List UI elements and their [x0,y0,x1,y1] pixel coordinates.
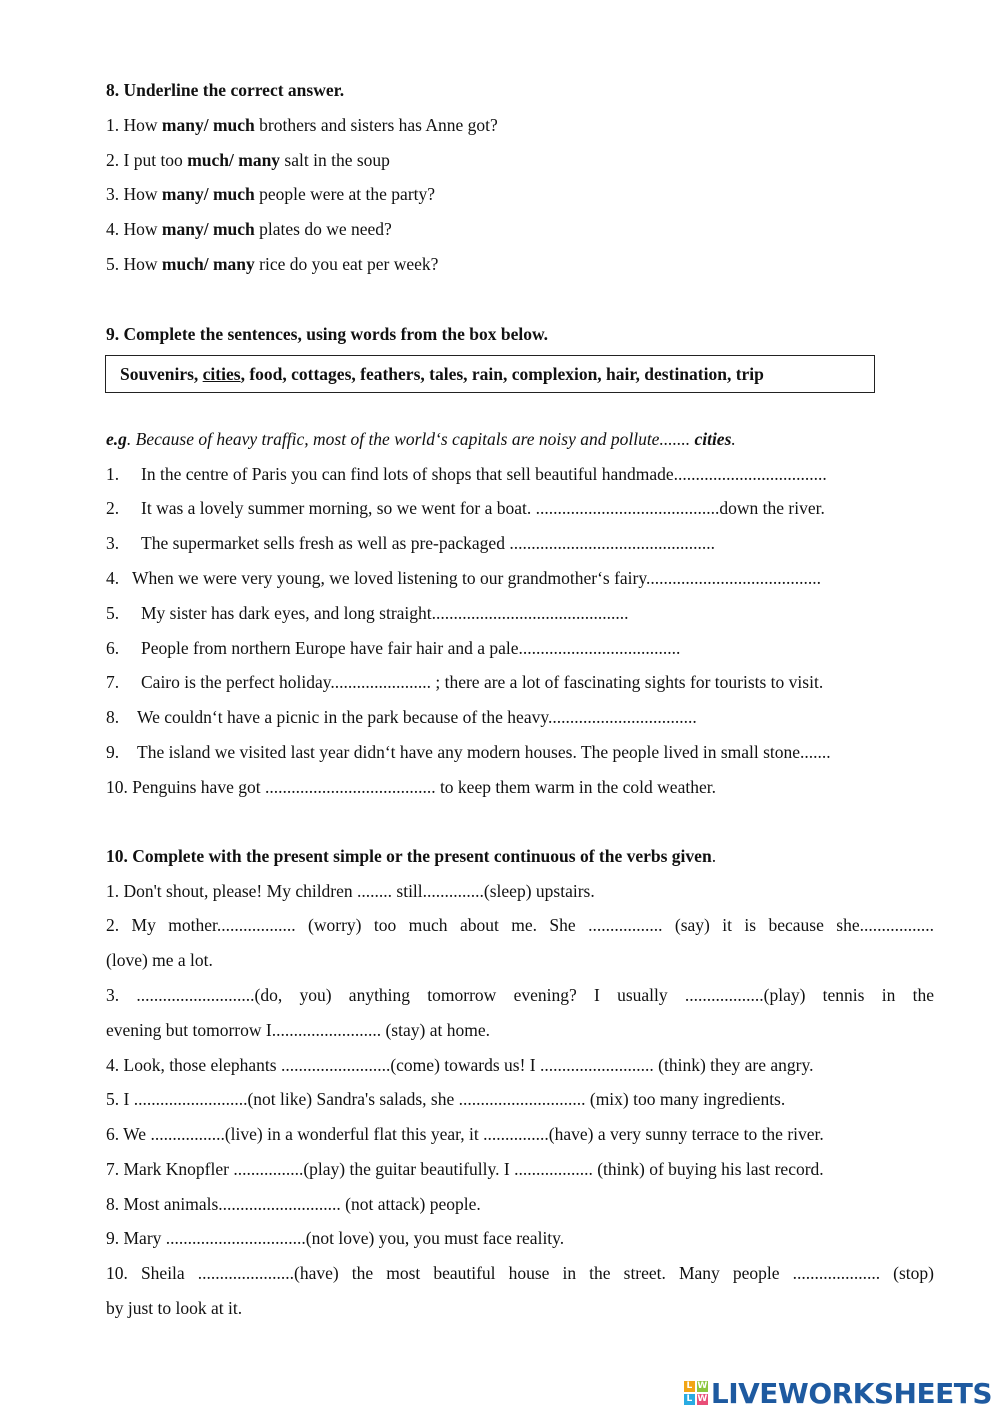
item-text: brothers and sisters has Anne got? [254,115,498,135]
list-item [106,567,821,589]
fill-in-sentence[interactable]: The supermarket sells fresh as well as pre-packaged ............................................... [141,533,715,553]
fill-in-sentence[interactable]: Penguins have got ....................................... to keep them warm in the cold weather. [132,777,716,797]
exercise-line[interactable]: 6. We .................(live) in a wonderful flat this year, it ...............(have) a very sunny terrace to the river. [106,1124,824,1144]
list-item [106,149,390,171]
fill-in-sentence[interactable]: When we were very young, we loved listening to our grandmother‘s fairy........................................ [132,568,821,588]
answer-options[interactable]: many/ much [161,219,255,239]
logo-text: LIVEWORKSHEETS [710,1376,992,1410]
item-text: 5. How [106,254,162,274]
exercise-line[interactable]: 7. Mark Knopfler ................(play) the guitar beautifully. I .................. (think) of buying his last record. [106,1159,824,1179]
item-text: salt in the soup [280,150,390,170]
word-box [105,355,875,393]
item-number: 10. [106,777,128,797]
fill-in-sentence[interactable]: It was a lovely summer morning, so we went for a boat. ..........................................down the river. [141,498,825,518]
exercise-line[interactable]: 4. Look, those elephants .........................(come) towards us! I .......................... (think) they are angry. [106,1055,814,1075]
exercise-line[interactable]: (love) me a lot. [106,950,213,970]
fill-in-sentence[interactable]: People from northern Europe have fair hair and a pale..................................... [141,638,681,658]
section-10-heading-text: 10. Complete with the present simple or the present continuous of the verbs given [106,846,712,866]
list-item [106,776,716,798]
list-item [106,183,435,205]
item-text: 2. I put too [106,150,188,170]
list-item [106,602,629,624]
logo-tile: W [697,1394,708,1404]
logo-tile: L [684,1394,695,1405]
list-item [106,253,438,275]
answer-options[interactable]: many/ much [161,115,255,135]
exercise-line[interactable]: 5. I ..........................(not like) Sandra's salads, she ............................. (mix) too many ingredients. [106,1089,786,1109]
item-number: 7. [106,672,120,692]
item-text: 4. How [106,219,162,239]
logo-tile: W [697,1381,708,1391]
liveworksheets-logo [684,1376,992,1410]
example-label: e.g [106,429,127,449]
item-number: 1. [106,464,120,484]
list-item [106,706,697,728]
exercise-line[interactable]: 2. My mother.................. (worry) too much about me. She ................. (say) it is because she................. [106,915,934,935]
item-number: 2. [106,498,120,518]
item-number: 9. [106,742,120,762]
item-text: people were at the party? [254,184,436,204]
example-line [106,428,736,450]
word-box-text: Souvenirs, [120,364,203,384]
item-number: 4. [106,568,120,588]
exercise-line[interactable]: 8. Most animals............................ (not attack) people. [106,1194,481,1214]
fill-in-sentence[interactable]: Cairo is the perfect holiday....................... ; there are a lot of fascinating sights for tourists to visit. [141,672,824,692]
list-item [106,497,825,519]
fill-in-sentence[interactable]: In the centre of Paris you can find lots of shops that sell beautiful handmade................................... [141,464,827,484]
example-answer: cities [694,429,732,449]
list-item [106,637,680,659]
item-number: 5. [106,603,120,623]
section-10-heading-end: . [711,846,717,866]
section-10-heading [106,845,716,867]
item-number: 3. [106,533,120,553]
exercise-line[interactable]: 3. ...........................(do, you) anything tomorrow evening? I usually ..................(play) tennis in the [106,985,934,1005]
item-text: 1. How [106,115,162,135]
logo-tile: L [684,1381,695,1392]
item-number: 6. [106,638,120,658]
list-item [106,741,831,763]
list-item [106,671,823,693]
exercise-line[interactable]: 1. Don't shout, please! My children ........ still..............(sleep) upstairs. [106,881,595,901]
item-number: 8. [106,707,120,727]
list-item [106,532,715,554]
exercise-line[interactable]: by just to look at it. [106,1298,243,1318]
fill-in-sentence[interactable]: My sister has dark eyes, and long straight............................................. [141,603,629,623]
exercise-line[interactable]: evening but tomorrow I......................... (stay) at home. [106,1020,490,1040]
answer-options[interactable]: many/ much [161,184,255,204]
answer-options[interactable]: much/ many [187,150,281,170]
word-box-text: , food, cottages, feathers, tales, rain, complexion, hair, destination, trip [240,364,764,384]
exercise-line[interactable]: 9. Mary ................................(not love) you, you must face reality. [106,1228,565,1248]
section-8-heading: 8. Underline the correct answer. [106,80,345,100]
list-item [106,218,392,240]
list-item [106,114,498,136]
word-box-underlined: cities [202,364,241,384]
fill-in-sentence[interactable]: The island we visited last year didn‘t have any modern houses. The people lived in small stone....... [137,742,831,762]
exercise-line[interactable]: 10. Sheila ......................(have) the most beautiful house in the street. Many people .................... (stop) [106,1263,934,1283]
item-text: 3. How [106,184,162,204]
example-text: . Because of heavy traffic, most of the world‘s capitals are noisy and pollute....... [126,429,695,449]
answer-options[interactable]: much/ many [161,254,255,274]
item-text: rice do you eat per week? [254,254,439,274]
section-9-heading: 9. Complete the sentences, using words from the box below. [106,324,549,344]
fill-in-sentence[interactable]: We couldn‘t have a picnic in the park because of the heavy.................................. [137,707,697,727]
logo-tiles-icon [684,1381,708,1405]
example-text: . [731,429,736,449]
item-text: plates do we need? [254,219,392,239]
list-item [106,463,827,485]
